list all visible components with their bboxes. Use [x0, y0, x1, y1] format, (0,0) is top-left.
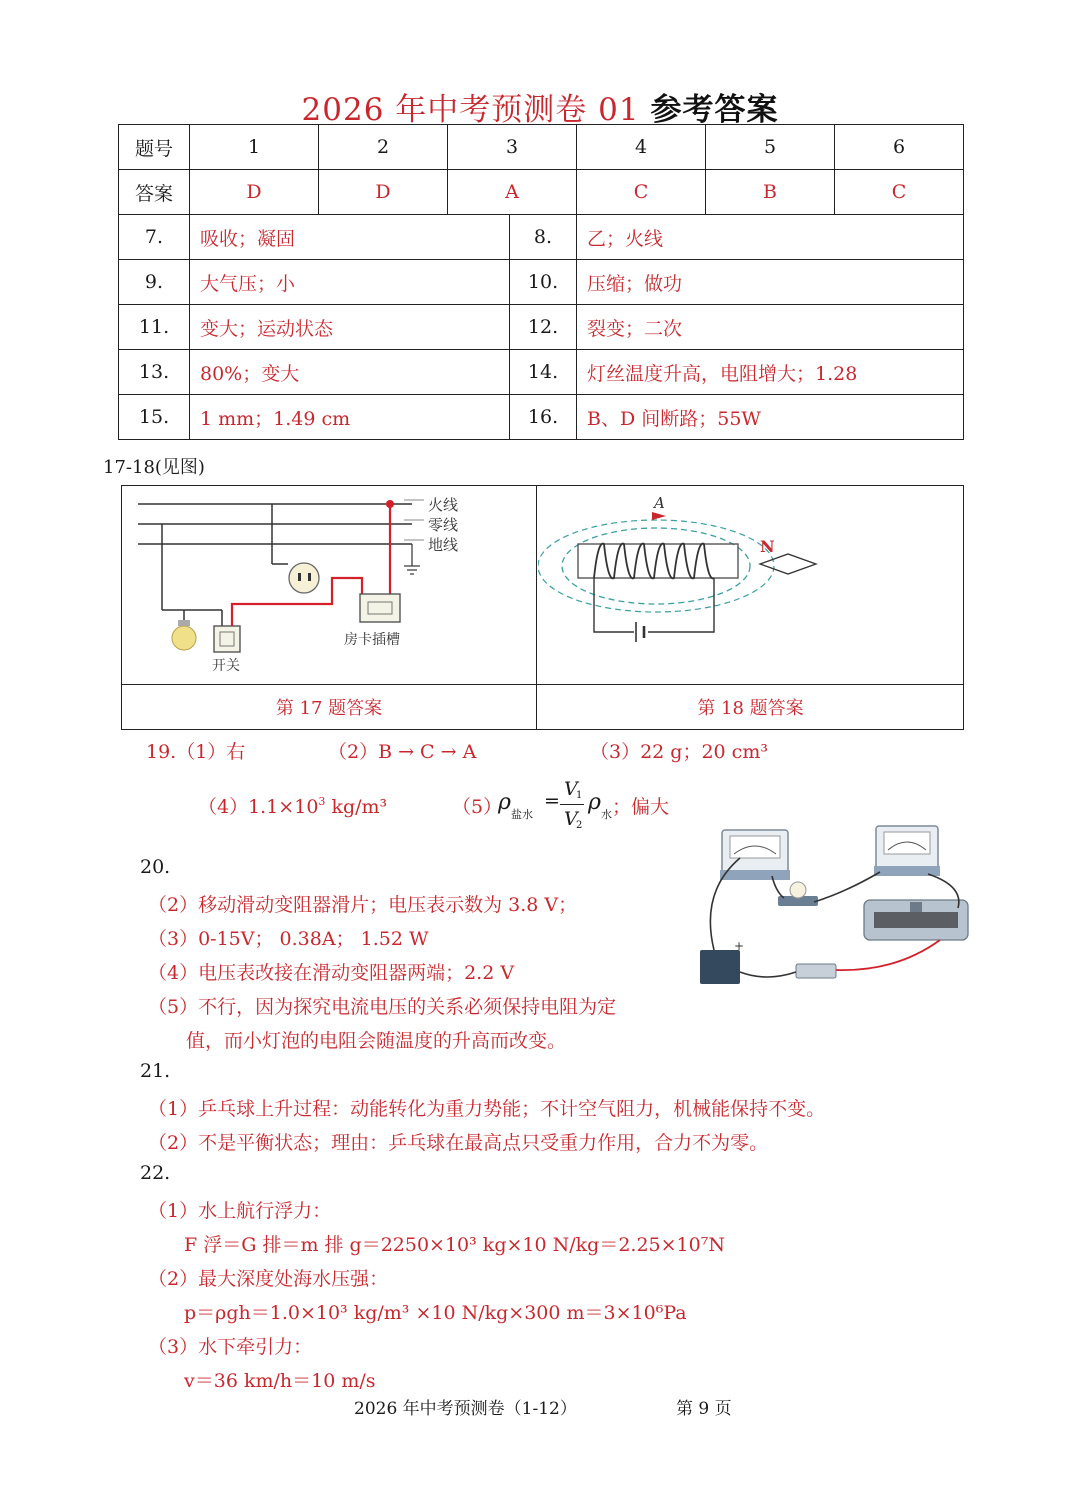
answer-cell: 裂变；二次 [577, 305, 964, 350]
q21-line1: （1）乒乓球上升过程：动能转化为重力势能；不计空气阻力，机械能保持不变。 [148, 1098, 826, 1120]
coil [594, 544, 714, 579]
question-number: 16. [510, 395, 577, 440]
fill-in-table [118, 214, 964, 440]
switch-icon [796, 964, 836, 978]
light-bulb-icon [172, 626, 196, 650]
footer-page-number: 第 9 页 [676, 1399, 732, 1419]
question-number: 5 [706, 125, 835, 170]
table-row [119, 125, 964, 170]
question-number: 7. [119, 215, 190, 260]
q22-number: 22. [140, 1162, 171, 1184]
card-slot-icon [360, 594, 400, 622]
answer-cell: 吸收；凝固 [190, 215, 510, 260]
answer-cell: 压缩；做功 [577, 260, 964, 305]
question-number: 11. [119, 305, 190, 350]
figure-18-caption: 第 18 题答案 [697, 698, 804, 719]
answer-cell: 灯丝温度升高，电阻增大；1.28 [577, 350, 964, 395]
question-number: 8. [510, 215, 577, 260]
answer-cell: D [190, 170, 319, 215]
page-title: 2026 年中考预测卷 01 参考答案 [301, 92, 779, 128]
q19-part1: 19.（1）右 [146, 741, 246, 763]
q21-number: 21. [140, 1060, 171, 1082]
answer-cell: D [319, 170, 448, 215]
table-row [119, 170, 964, 215]
q22-line1: （1）水上航行浮力： [148, 1200, 332, 1222]
q20-line2: （2）移动滑动变阻器滑片；电压表示数为 3.8 V； [148, 894, 578, 916]
compass-needle-icon [760, 554, 816, 574]
q22-formula3: v＝36 km/h＝10 m/s [184, 1370, 376, 1392]
figure-17-circuit [122, 486, 536, 684]
card-slot-label: 房卡插槽 [344, 632, 400, 648]
question-number: 15. [119, 395, 190, 440]
q20-line3: （3）0-15V； 0.38A； 1.52 W [148, 928, 429, 950]
ground-wire-label: 地线 [428, 536, 459, 554]
question-number: 10. [510, 260, 577, 305]
question-number: 6 [835, 125, 964, 170]
answer-cell: B [706, 170, 835, 215]
figure-section-label: 17-18(见图) [103, 457, 205, 478]
q22-formula2: p＝ρgh＝1.0×10³ kg/m³ ×10 N/kg×300 m＝3×10⁶Pa [184, 1302, 687, 1324]
socket-icon [289, 563, 319, 593]
q19-part2: （2）B → C → A [328, 741, 477, 763]
answer-cell: 1 mm；1.49 cm [190, 395, 510, 440]
caption-rule [121, 684, 964, 685]
q20-line4: （4）电压表改接在滑动变阻器两端；2.2 V [148, 962, 515, 984]
answer-cell: A [448, 170, 577, 215]
question-number: 2 [319, 125, 448, 170]
q20-line5b: 值，而小灯泡的电阻会随温度的升高而改变。 [186, 1030, 567, 1052]
q22-formula1: F 浮＝G 排＝m 排 g＝2250×10³ kg×10 N/kg＝2.25×10⁷N [184, 1234, 725, 1256]
question-number: 14. [510, 350, 577, 395]
figure-17-caption: 第 17 题答案 [275, 698, 383, 719]
question-number: 12. [510, 305, 577, 350]
switch-icon [214, 626, 240, 652]
q19-part4: $(4)1.1\times 10^3$ kg/m³ [198, 795, 388, 818]
q19-part5-tail: ；偏大 [612, 796, 670, 818]
question-number: 9. [119, 260, 190, 305]
q21-line2: （2）不是平衡状态；理由：乒乓球在最高点只受重力作用，合力不为零。 [148, 1132, 769, 1154]
svg-text:+: + [734, 939, 745, 953]
table-row [119, 215, 964, 260]
answer-cell: B、D 间断路；55W [577, 395, 964, 440]
neutral-wire-label: 零线 [428, 516, 459, 534]
live-wire-label: 火线 [428, 496, 459, 514]
question-number: 4 [577, 125, 706, 170]
footer-title: 2026 年中考预测卷（1-12） [354, 1399, 577, 1419]
question-number: 1 [190, 125, 319, 170]
multiple-choice-table [118, 124, 964, 215]
label-a: A [654, 494, 665, 512]
figure-divider [536, 485, 537, 730]
table-row [119, 260, 964, 305]
answer-cell: 大气压；小 [190, 260, 510, 305]
answer-cell: C [577, 170, 706, 215]
table-row [119, 395, 964, 440]
table-row [119, 305, 964, 350]
q22-line2: （2）最大深度处海水压强： [148, 1268, 389, 1290]
battery-icon [700, 950, 740, 984]
q22-line3: （3）水下牵引力： [148, 1336, 313, 1358]
row-label: 题号 [119, 125, 190, 170]
switch-label: 开关 [212, 658, 240, 674]
table-row [119, 350, 964, 395]
row-label: 答案 [119, 170, 190, 215]
q20-circuit-illustration [696, 822, 974, 992]
q19-part3: （3）22 g；20 cm³ [590, 741, 768, 763]
answer-cell: 变大；运动状态 [190, 305, 510, 350]
question-number: 3 [448, 125, 577, 170]
answer-cell: 80%；变大 [190, 350, 510, 395]
label-n: N [760, 537, 775, 556]
figure-18-solenoid [538, 486, 963, 684]
arrow-icon [652, 512, 666, 520]
q19-part5-label: （5） [452, 796, 503, 818]
q20-line5a: （5）不行，因为探究电流电压的关系必须保持电阻为定 [148, 996, 617, 1018]
question-number: 13. [119, 350, 190, 395]
answer-cell: 乙；火线 [577, 215, 964, 260]
q20-number: 20. [140, 856, 171, 878]
answer-cell: C [835, 170, 964, 215]
